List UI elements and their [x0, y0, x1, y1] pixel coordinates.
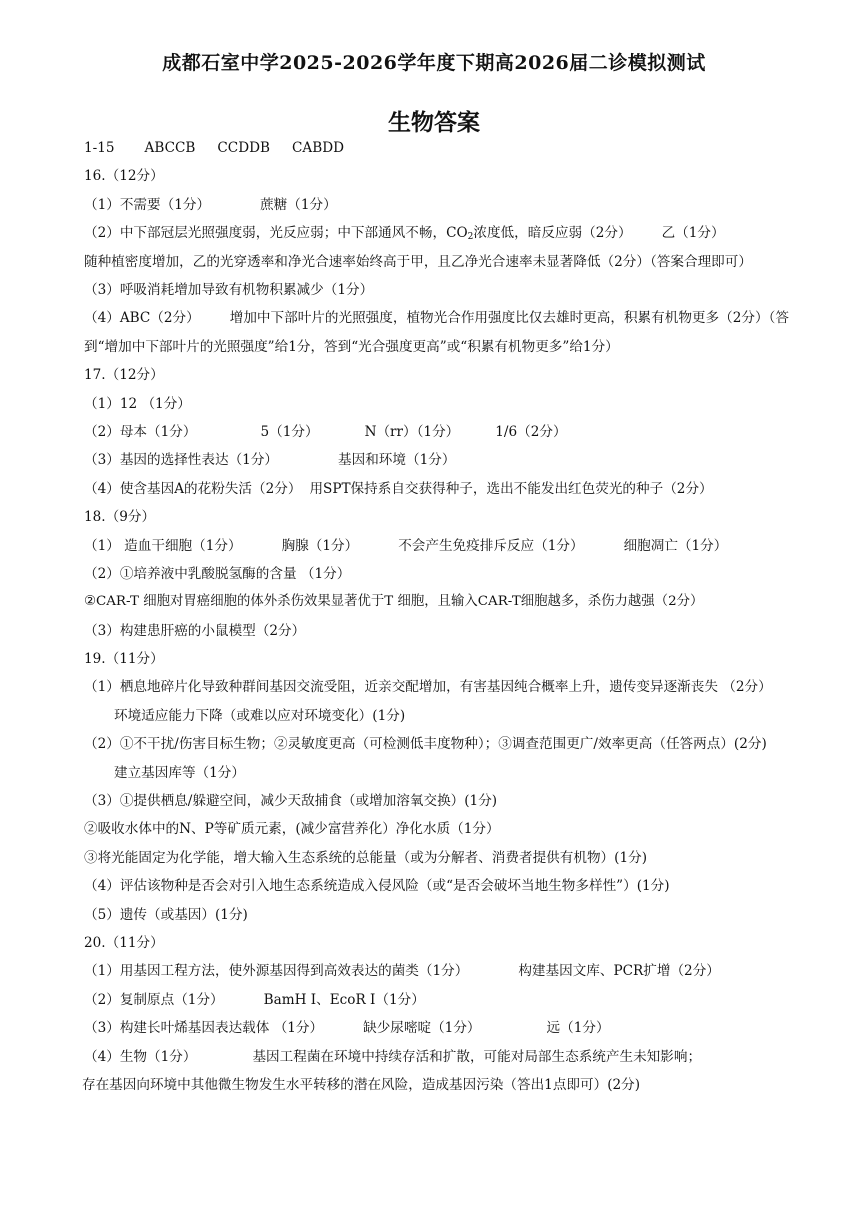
q16-part1: （1）不需要（1分） 蔗糖（1分） [84, 196, 337, 213]
q17-part4: （4）使含基因A的花粉失活（2分） 用SPT保持系自交获得种子，选出不能发出红色荧光的种子（2分） [84, 480, 713, 497]
q20-part4: （4）生物（1分） 基因工程菌在环境中持续存活和扩散，可能对局部生态系统产生未知影响； [84, 1048, 702, 1065]
q18-heading: 18.（9分） [84, 509, 156, 526]
q19-part5: （5）遗传（或基因）(1分) [84, 906, 248, 923]
mcq-range: 1-15 [84, 140, 115, 156]
q19-part3-c: ③将光能固定为化学能，增大输入生态系统的总能量（或为分解者、消费者提供有机物）(1分) [84, 849, 648, 866]
q20-heading: 20.（11分） [84, 935, 164, 952]
q20-part2: （2）复制原点（1分） BamH I、EcoR I（1分） [84, 991, 425, 1008]
q19-part1: （1）栖息地碎片化导致种群间基因交流受阻，近亲交配增加，有害基因纯合概率上升，遗传变异逐渐丧失 （2分）环境适应能力下降（或难以应对环境变化）(1分) [84, 679, 772, 724]
q16-part3: （3）呼吸消耗增加导致有机物积累减少（1分） [84, 281, 374, 298]
q17-part3: （3）基因的选择性表达（1分） 基因和环境（1分） [84, 452, 456, 469]
q16-heading: 16.（12分） [84, 168, 164, 185]
mcq-group-1: ABCCB [144, 140, 196, 156]
q19-part2: （2）①不干扰/伤害目标生物；②灵敏度更高（可检测低丰度物种）；③调查范围更广/效率更高（任答两点）(2分)建立基因库等（1分） [84, 736, 767, 781]
q18-part3: （3）构建患肝癌的小鼠模型（2分） [84, 622, 306, 639]
q16-part2-explanation: 随种植密度增加，乙的光穿透率和净光合速率始终高于甲，且乙净光合速率未显著降低（2分）（答案合理即可） [84, 253, 752, 270]
q18-part2-b: ②CAR-T 细胞对胃癌细胞的体外杀伤效果显著优于T 细胞，且输入CAR-T细胞越多，杀伤力越强（2分） [84, 594, 704, 610]
page-subtitle: 生物答案 [388, 110, 480, 136]
answer-content [84, 134, 790, 1099]
q20-part3: （3）构建长叶烯基因表达载体 （1分） 缺少尿嘧啶（1分） 远（1分） [84, 1020, 610, 1037]
q17-part1: （1）12 （1分） [84, 395, 191, 412]
q20-part1: （1）用基因工程方法，使外源基因得到高效表达的菌类（1分） 构建基因文库、PCR扩增（2分） [84, 963, 720, 980]
mcq-group-3: CABDD [292, 140, 345, 156]
q19-heading: 19.（11分） [84, 651, 164, 668]
q19-part3-b: ②吸收水体中的N、P等矿质元素，(减少富营养化）净化水质（1分） [84, 821, 500, 838]
mcq-answers [84, 134, 790, 162]
page-title: 成都石室中学2025-2026学年度下期高2026届二诊模拟测试 [162, 52, 706, 74]
q17-part2: （2）母本（1分） 5（1分） N（rr）（1分） 1/6（2分） [84, 423, 567, 440]
q16-part4: （4）ABC（2分） 增加中下部叶片的光照强度，植物光合作用强度比仅去雄时更高，积累有机物更多（2分）（答到“增加中下部叶片的光照强度”给1分，答到“光合强度更高”或“积累有机物更多”给1分） [84, 310, 789, 355]
q18-part1: （1） 造血干细胞（1分） 胸腺（1分） 不会产生免疫排斥反应（1分） 细胞凋亡（1分） [84, 537, 728, 554]
q18-part2: （2）①培养液中乳酸脱氢酶的含量 （1分） [84, 565, 351, 582]
q19-part3-a: （3）①提供栖息/躲避空间，减少天敌捕食（或增加溶氧交换）(1分) [84, 793, 498, 810]
q19-part4: （4）评估该物种是否会对引入地生态系统造成入侵风险（或“是否会破坏当地生物多样性”）(1分) [84, 878, 670, 895]
q17-heading: 17.（12分） [84, 367, 164, 384]
mcq-group-2: CCDDB [217, 140, 270, 156]
q16-part2: （2）中下部冠层光照强度弱，光反应弱；中下部通风不畅，$CO_2$浓度低，暗反应弱（2分） 乙（1分） [84, 225, 725, 243]
q20-part4-b: 存在基因向环境中其他微生物发生水平转移的潜在风险，造成基因污染（答出1点即可）(2分) [82, 1077, 641, 1093]
